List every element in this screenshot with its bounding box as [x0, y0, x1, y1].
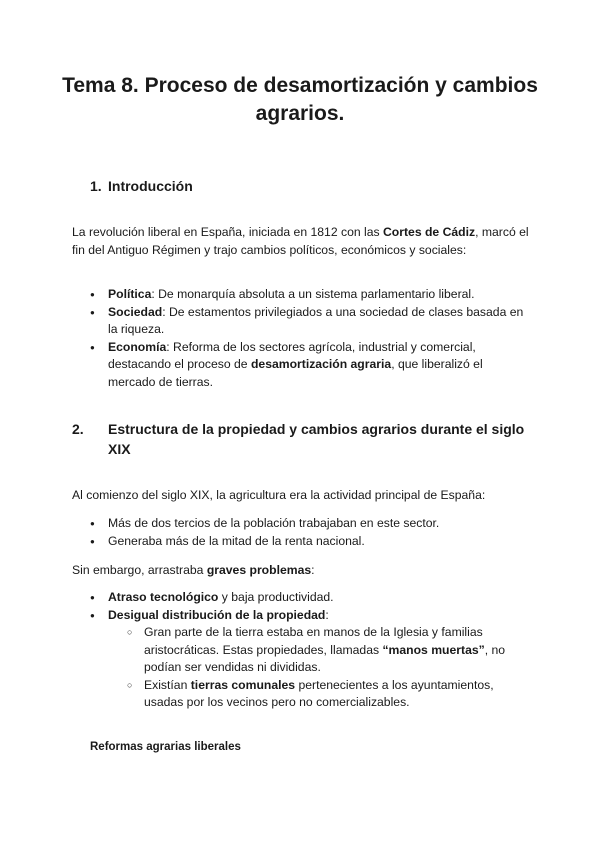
list-item — [90, 607, 530, 712]
bullet-label: Política — [108, 287, 152, 301]
problem-label: Atraso tecnológico — [108, 590, 219, 604]
sub-list — [108, 624, 530, 712]
section-1-heading — [90, 176, 193, 196]
problems-text: Sin embargo, arrastraba — [72, 563, 207, 577]
sub-item-bold: tierras comunales — [190, 677, 296, 692]
section-1-number: 1. — [90, 178, 102, 194]
list-item — [90, 339, 530, 392]
sub-item-text-end: , no podían ser vendidas ni divididas. — [144, 642, 506, 674]
problems-intro — [72, 562, 532, 580]
problem-text: y baja productividad. — [218, 590, 334, 604]
list-item: ● Generaba más de la mitad de la renta nacional. — [90, 533, 530, 551]
bullet-label: Sociedad — [108, 304, 163, 319]
sub-item-text: Gran parte de la tierra estaba en manos de la Iglesia y familias aristocráticas. Estas propiedades, llamadas — [144, 625, 483, 657]
section-1-intro — [72, 224, 532, 259]
section-2-intro: Al comienzo del siglo XIX, la agricultura era la actividad principal de España: — [72, 488, 486, 502]
section-2-bullets — [90, 515, 530, 550]
bullet-label: Economía — [108, 339, 167, 354]
list-item: ● Más de dos tercios de la población trabajaban en este sector. — [90, 515, 530, 533]
sub-item-text: Existían — [144, 677, 191, 692]
bullet-bold-term: desamortización agraria — [250, 357, 392, 371]
bullet-text: : Reforma de los sectores agrícola, industrial y comercial, destacando el proceso de — [108, 339, 476, 371]
list-item — [90, 589, 530, 607]
sub-list-item — [108, 677, 530, 712]
intro-bold: Cortes de Cádiz — [383, 225, 476, 239]
section-2-heading — [72, 419, 528, 459]
document-title: Tema 8. Proceso de desamortización y cambios agrarios. — [62, 74, 538, 125]
bullet-text: : De monarquía absoluta a un sistema parlamentario liberal. — [151, 287, 475, 301]
sub-list-item — [108, 624, 530, 677]
problems-colon: : — [311, 563, 315, 577]
problems-list — [90, 589, 530, 712]
problem-text: : — [325, 607, 329, 622]
section-2-number: 2. — [72, 421, 84, 437]
sub-item-bold: “manos muertas” — [382, 642, 485, 657]
subsection-heading: Reformas agrarias liberales — [90, 741, 241, 753]
bullet-text: : De estamentos privilegiados a una sociedad de clases basada en la riqueza. — [108, 304, 524, 336]
problem-label: Desigual distribución de la propiedad — [108, 607, 326, 622]
problems-bold: graves problemas — [206, 563, 312, 577]
section-1-bullets — [90, 286, 530, 391]
bullet-text-end: , que liberalizó el mercado de tierras. — [108, 357, 483, 389]
section-2-title: Estructura de la propiedad y cambios agrarios durante el siglo XIX — [108, 421, 525, 457]
sub-item-text-end: pertenecientes a los ayuntamientos, usadas por los vecinos pero no comercializables. — [144, 677, 494, 709]
section-1-title: Introducción — [108, 178, 193, 194]
list-item — [90, 286, 530, 304]
intro-text-end: , marcó el fin del Antiguo Régimen y trajo cambios políticos, económicos y sociales: — [72, 225, 529, 257]
list-item — [90, 304, 530, 339]
intro-text: La revolución liberal en España, iniciada en 1812 con las — [72, 225, 383, 239]
